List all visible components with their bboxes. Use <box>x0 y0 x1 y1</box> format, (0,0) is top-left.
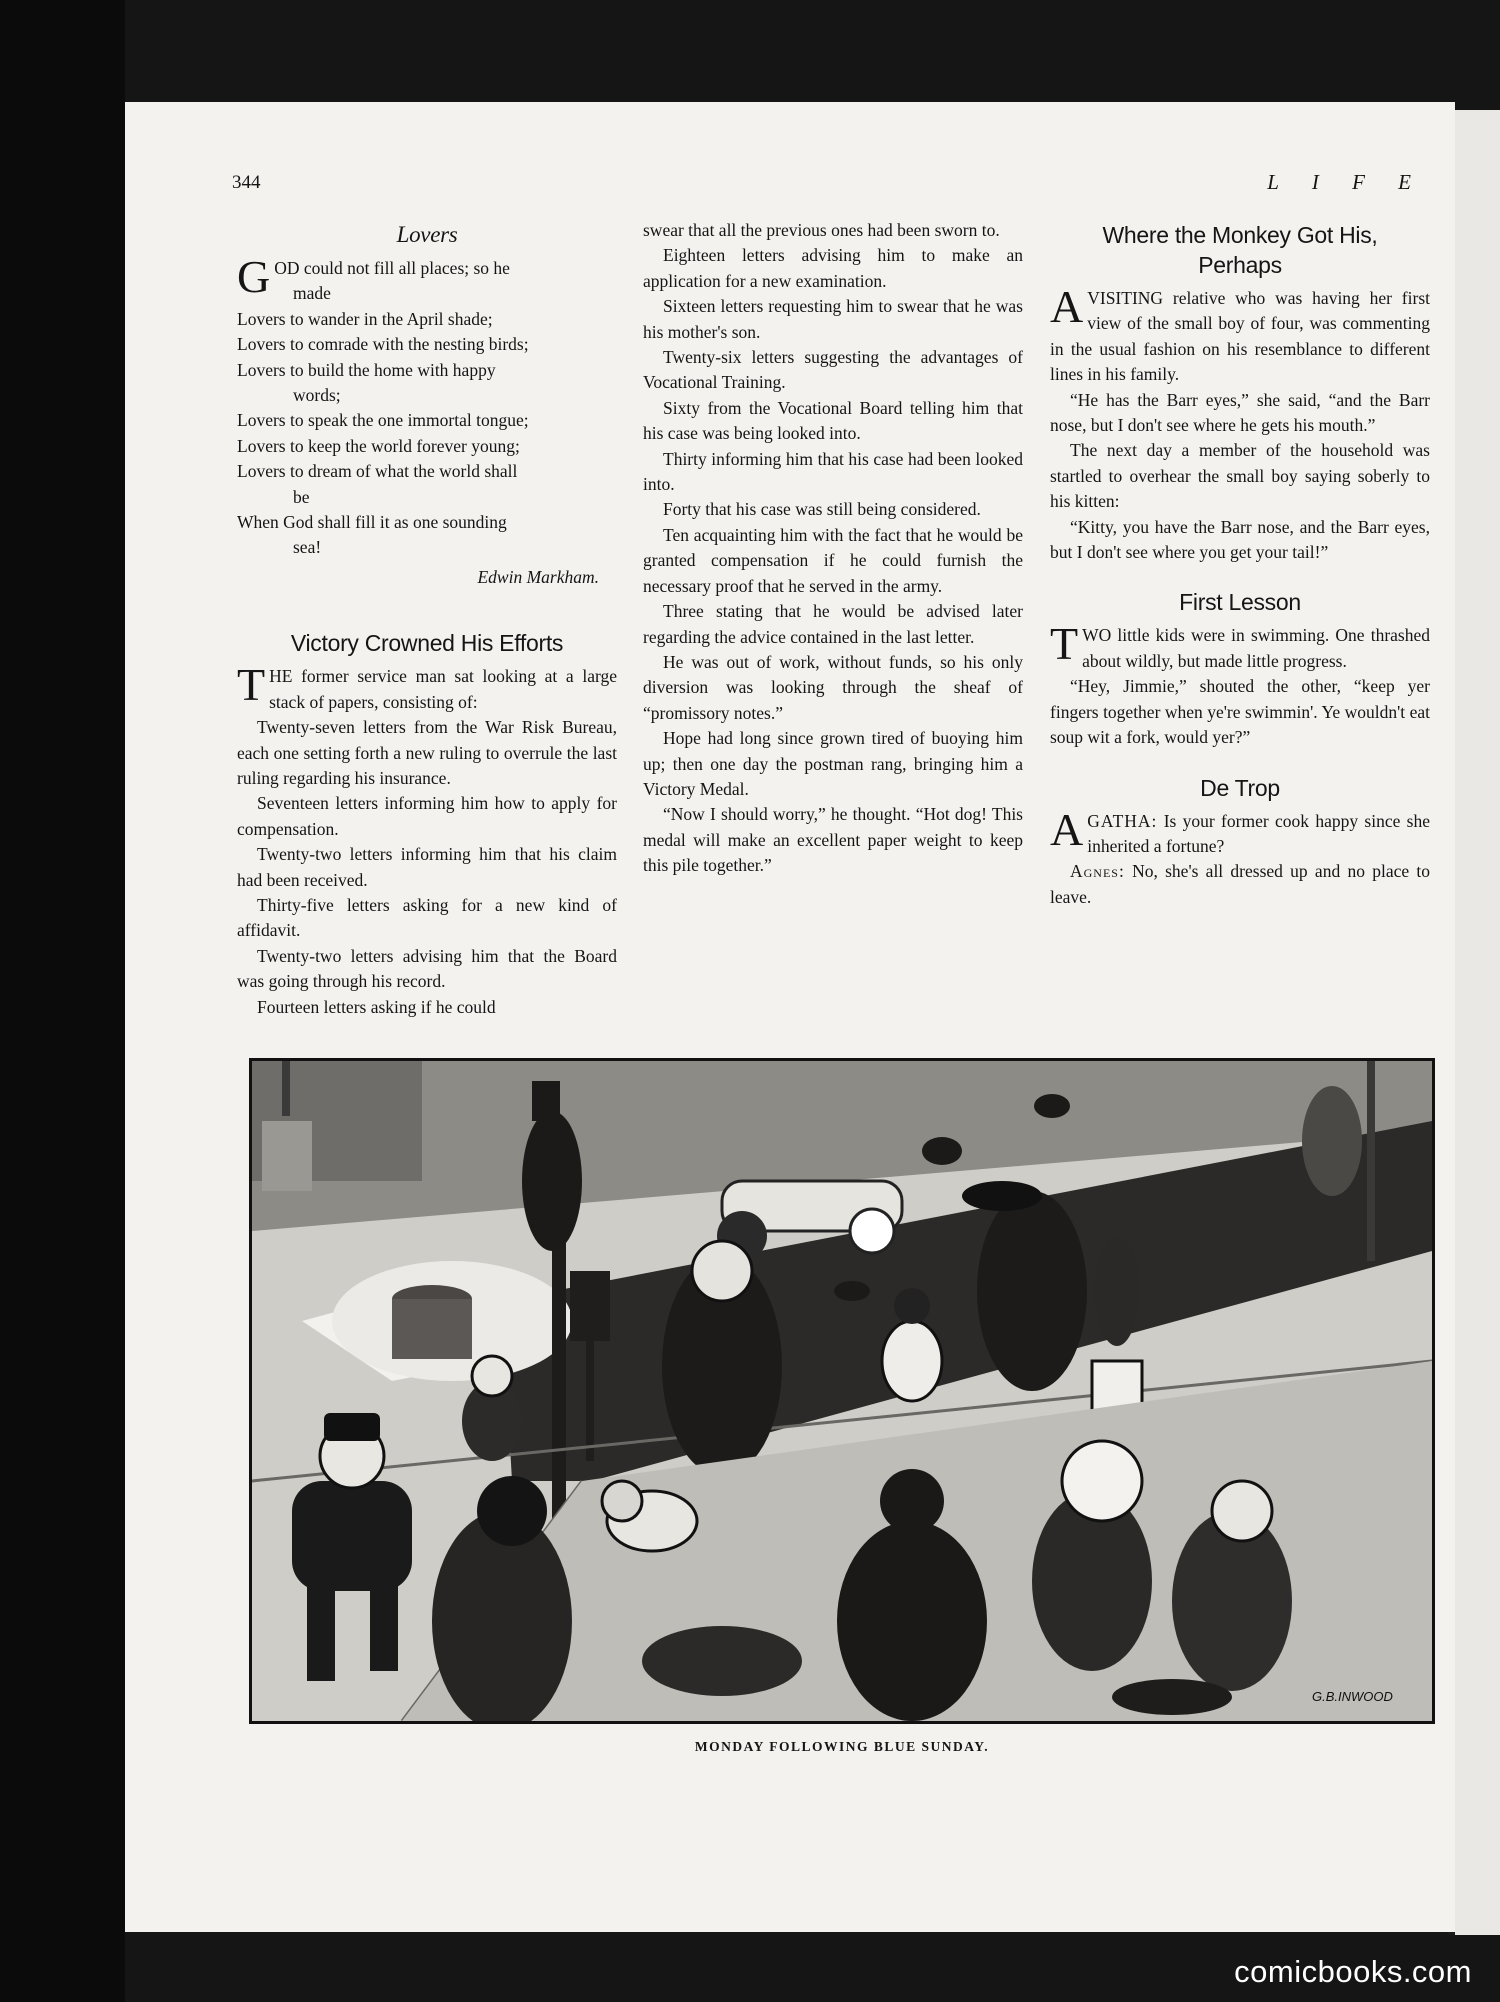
victory-paragraph: “Now I should worry,” he thought. “Hot dog! This medal will make an excellent paper weight to keep this pile together.” <box>643 804 1023 876</box>
victory-paragraph: Thirty informing him that his case had been looked into. <box>643 448 1023 495</box>
victory-paragraph: He was out of work, without funds, so his only diversion was looking through the sheaf of “promissory notes.” <box>643 651 1023 723</box>
victory-paragraph: Forty that his case was still being considered. <box>663 499 981 520</box>
monkey-paragraph: The next day a member of the household was startled to overhear the small boy saying soberly to his kitten: <box>1050 440 1430 512</box>
de-trop-line-2 <box>1050 859 1430 910</box>
victory-paragraph: Sixty from the Vocational Board telling him that his case was being looked into. <box>643 397 1023 444</box>
lovers-poem <box>237 251 617 590</box>
spacer <box>1050 565 1430 587</box>
column-3 <box>1050 220 1430 910</box>
victory-paragraph: Twenty-two letters informing him that his claim had been received. <box>237 844 617 890</box>
spacer <box>1050 751 1430 773</box>
first-lesson-title: First Lesson <box>1179 589 1301 616</box>
page-number: 344 <box>232 172 261 193</box>
speaker-name: Agnes: <box>1070 861 1125 882</box>
binding-shadow <box>0 0 125 2002</box>
victory-title: Victory Crowned His Efforts <box>290 630 564 657</box>
de-trop-text: Is your former cook happy since she inherited a fortune? <box>1087 810 1430 856</box>
victory-intro <box>237 659 617 715</box>
victory-paragraph: Twenty-six letters suggesting the advantages of Vocational Training. <box>643 347 1023 393</box>
lovers-title: Lovers <box>396 222 458 247</box>
column-2 <box>643 218 1023 879</box>
monkey-intro-text: VISITING relative who was having her first view of the small boy of four, was commenting in the usual fashion on his resemblance to different lines in his family. <box>1050 288 1430 385</box>
next-page-edge <box>1455 110 1500 1935</box>
monkey-title-line-1: Where the Monkey Got His, <box>1102 222 1378 248</box>
victory-paragraph: Seventeen letters informing him how to apply for compensation. <box>237 793 617 839</box>
victory-paragraph: Sixteen letters requesting him to swear that he was his mother's son. <box>643 296 1023 342</box>
first-lesson-paragraph: “Hey, Jimmie,” shouted the other, “keep yer fingers together when ye're swimmin'. Ye wouldn't eat soup wit a fork, would yer?” <box>1050 676 1430 748</box>
spacer <box>237 590 617 628</box>
victory-paragraph: Twenty-seven letters from the War Risk Bureau, each one setting forth a new ruling to overrule the last ruling regarding his insurance. <box>237 717 617 788</box>
poem-line: When God shall fill it as one sounding <box>237 512 507 533</box>
de-trop-text: No, she's all dressed up and no place to leave. <box>1050 861 1430 907</box>
poem-line-cont: be <box>293 486 310 507</box>
poem-line: Lovers to dream of what the world shall <box>237 461 518 482</box>
column-1 <box>237 220 617 1020</box>
de-trop-line-1 <box>1050 803 1430 860</box>
magazine-page <box>125 102 1455 1932</box>
poem-line: Lovers to wander in the April shade; <box>237 308 493 329</box>
cartoon-illustration <box>249 1058 1435 1724</box>
poem-line: Lovers to comrade with the nesting birds; <box>237 334 529 355</box>
monkey-intro <box>1050 281 1430 388</box>
victory-paragraph: Ten acquainting him with the fact that he would be granted compensation if he could furnish the necessary proof that he served in the army. <box>643 524 1023 596</box>
site-watermark: comicbooks.com <box>1234 1954 1472 1989</box>
running-head: L I F E <box>1267 170 1425 194</box>
victory-continuation: swear that all the previous ones had been sworn to. <box>643 220 1000 240</box>
drop-cap: G <box>237 251 271 302</box>
victory-paragraph: Three stating that he would be advised later regarding the advice contained in the last letter. <box>643 601 1023 647</box>
poem-line-cont: words; <box>293 385 341 406</box>
de-trop-title: De Trop <box>1200 774 1280 801</box>
monkey-title <box>1050 220 1430 280</box>
drop-cap: A <box>1050 803 1084 855</box>
poem-line: Lovers to keep the world forever young; <box>237 435 520 456</box>
drop-cap: T <box>237 659 266 711</box>
victory-paragraph: Hope had long since grown tired of buoying him up; then one day the postman rang, bringing him a Victory Medal. <box>643 728 1023 799</box>
illustration-caption: MONDAY FOLLOWING BLUE SUNDAY. <box>694 1739 990 1754</box>
drop-cap: T <box>1050 618 1079 670</box>
poem-line-text: OD could not fill all places; so he <box>274 258 510 278</box>
drop-cap: A <box>1050 281 1084 332</box>
cartoon-drawing <box>252 1061 1432 1721</box>
speaker-name: GATHA: <box>1087 810 1158 831</box>
artist-signature: G.B.INWOOD <box>1312 1689 1393 1704</box>
first-lesson-intro <box>1050 618 1430 674</box>
victory-intro-text: HE former service man sat looking at a large stack of papers, consisting of: <box>269 666 617 712</box>
poem-line-cont: sea! <box>293 537 322 558</box>
victory-paragraph: Eighteen letters advising him to make an application for a new examination. <box>643 245 1023 291</box>
poem-line: Lovers to build the home with happy <box>237 359 496 380</box>
first-lesson-intro-text: WO little kids were in swimming. One thrashed about wildly, but made little progress. <box>1082 625 1430 671</box>
victory-paragraph: Fourteen letters asking if he could <box>257 996 496 1017</box>
poem-line: Lovers to speak the one immortal tongue; <box>237 410 529 431</box>
monkey-paragraph: “He has the Barr eyes,” she said, “and the Barr nose, but I don't see where he gets his mouth.” <box>1050 389 1430 436</box>
monkey-paragraph: “Kitty, you have the Barr nose, and the Barr eyes, but I don't see where you get your tail!” <box>1050 516 1430 563</box>
victory-paragraph: Twenty-two letters advising him that the Board was going through his record. <box>237 945 617 992</box>
poem-line-cont: made <box>293 283 331 304</box>
victory-paragraph: Thirty-five letters asking for a new kind of affidavit. <box>237 894 617 941</box>
poem-author: Edwin Markham. <box>477 566 599 587</box>
monkey-title-line-2: Perhaps <box>1198 252 1282 278</box>
